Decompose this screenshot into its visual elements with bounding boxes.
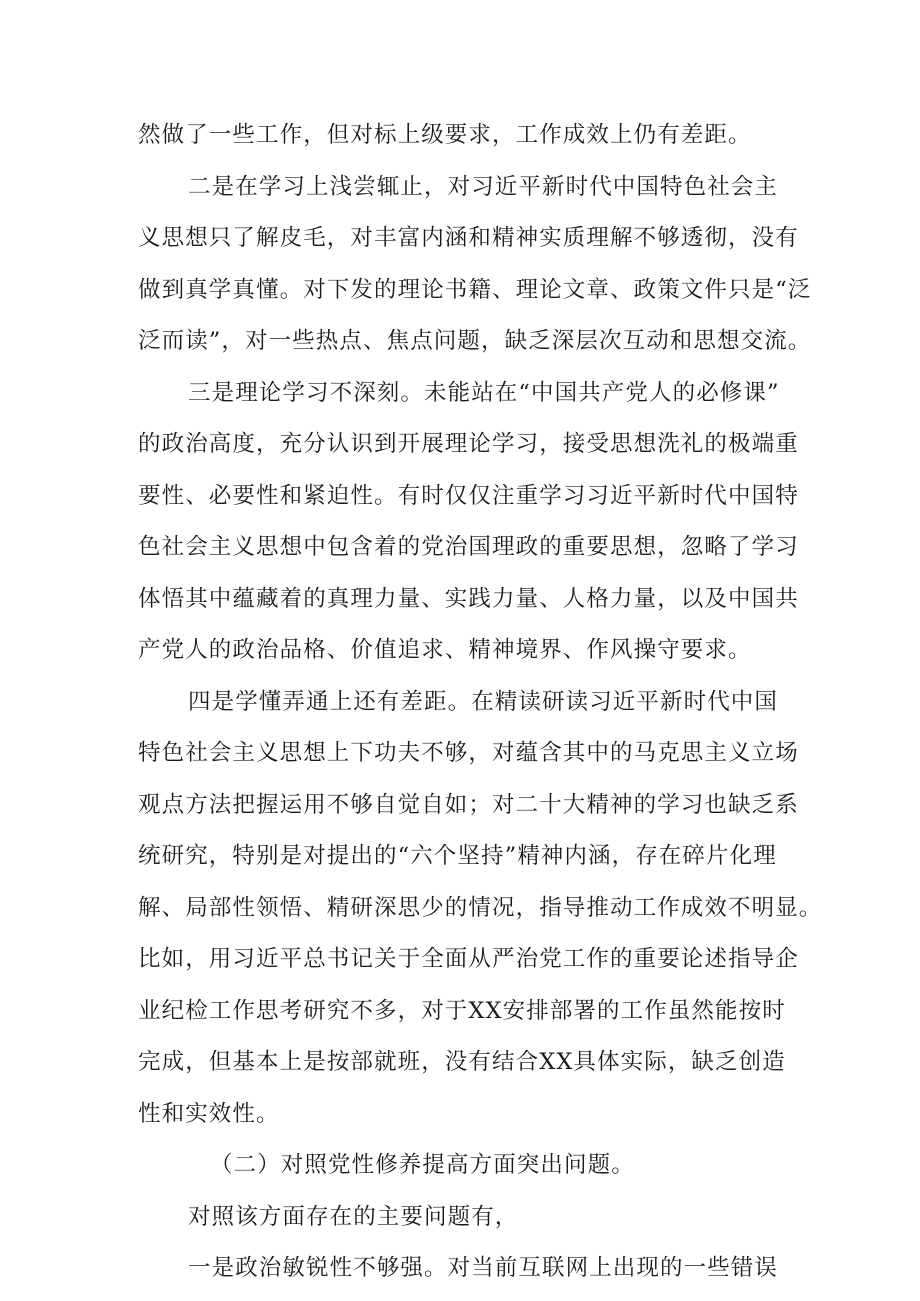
text-line: 的政治高度，充分认识到开展理论学习，接受思想洗礼的极端重 (138, 431, 799, 457)
text-line: 解、局部性领悟、精研深思少的情况，指导推动工作成效不明显。 (138, 894, 823, 921)
text-line: 二是在学习上浅尝辄止，对习近平新时代中国特色社会主 (188, 173, 779, 200)
text-line: 做到真学真懂。对下发的理论书籍、理论文章、政策文件只是“泛 (138, 276, 812, 303)
text-line: 比如，用习近平总书记关于全面从严治党工作的重要论述指导企 (138, 946, 799, 972)
text-line: 产党人的政治品格、价值追求、精神境界、作风操守要求。 (138, 637, 752, 663)
text-line: 统研究，特别是对提出的“六个坚持”精神内涵，存在碎片化理 (138, 843, 777, 869)
document-body (138, 110, 823, 1295)
text-line: 体悟其中蕴藏着的真理力量、实践力量、人格力量，以及中国共 (138, 585, 799, 612)
text-line: 完成，但基本上是按部就班，没有结合XX具体实际，缺乏创造 (138, 1049, 786, 1075)
text-line: 观点方法把握运用不够自觉自如；对二十大精神的学习也缺乏系 (138, 791, 799, 818)
section-heading: （二）对照党性修养提高方面突出问题。 (210, 1152, 635, 1178)
text-line: 义思想只了解皮毛，对丰富内涵和精神实质理解不够透彻，没有 (138, 225, 799, 251)
text-line: 然做了一些工作，但对标上级要求，工作成效上仍有差距。 (138, 122, 752, 148)
text-line: 性和实效性。 (138, 1100, 280, 1127)
text-line: 对照该方面存在的主要问题有， (188, 1203, 519, 1230)
text-line: 业纪检工作思考研究不多，对于XX安排部署的工作虽然能按时 (138, 997, 786, 1024)
text-line: 特色社会主义思想上下功夫不够，对蕴含其中的马克思主义立场 (138, 740, 799, 766)
text-line: 四是学懂弄通上还有差距。在精读研读习近平新时代中国 (188, 688, 779, 715)
text-line: 泛而读”，对一些热点、焦点问题，缺乏深层次互动和思想交流。 (138, 328, 812, 354)
text-line: 要性、必要性和紧迫性。有时仅仅注重学习习近平新时代中国特 (138, 482, 799, 509)
text-line: 三是理论学习不深刻。未能站在“中国共产党人的必修课” (188, 379, 780, 406)
text-line: 色社会主义思想中包含着的党治国理政的重要思想，忽略了学习 (138, 534, 799, 560)
text-line: 一是政治敏锐性不够强。对当前互联网上出现的一些错误 (188, 1255, 779, 1281)
